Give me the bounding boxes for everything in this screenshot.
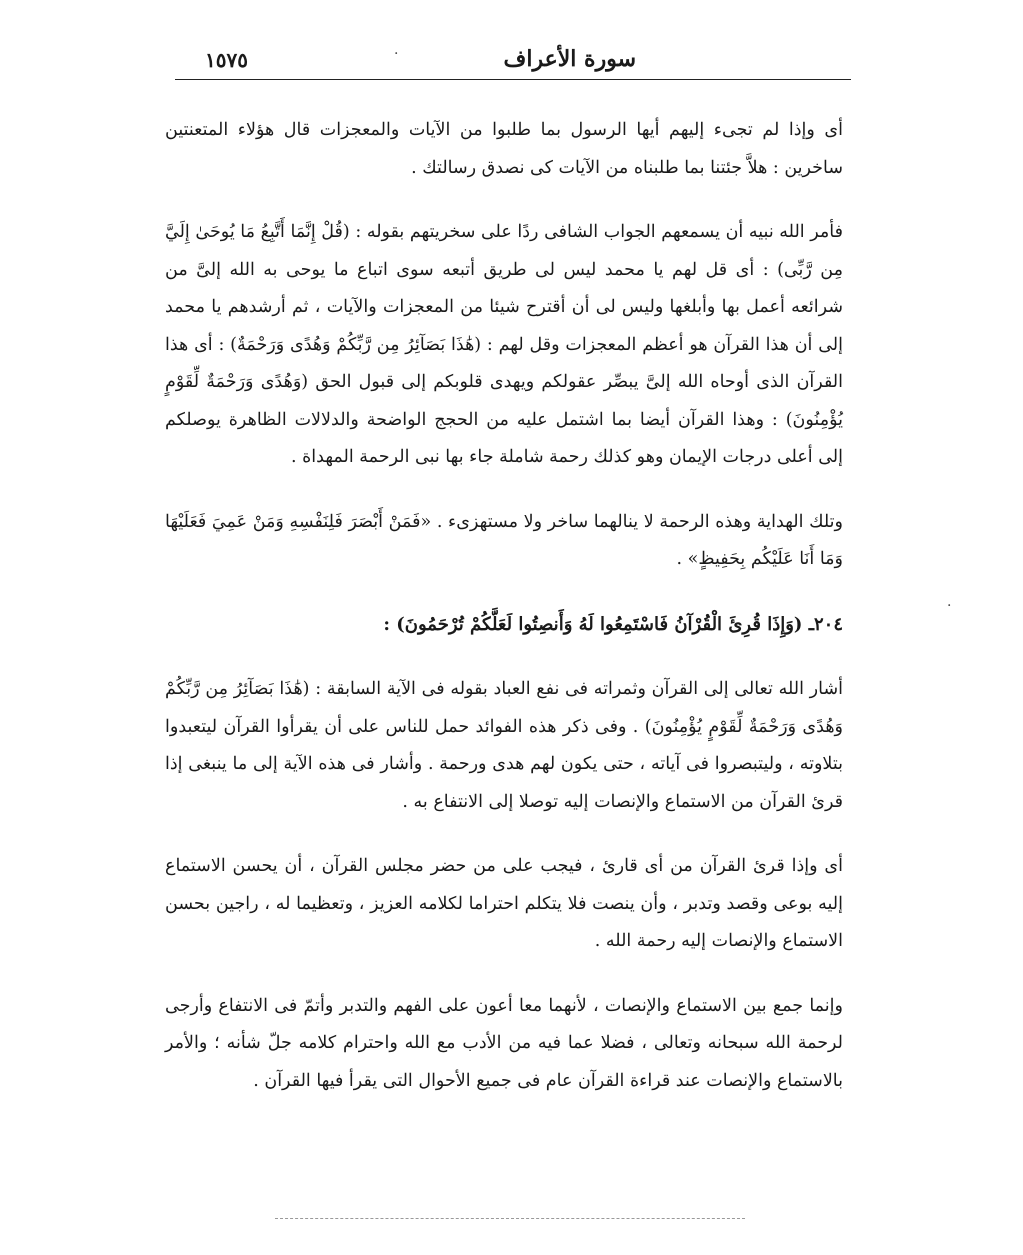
surah-title: سورة الأعراف <box>503 46 636 72</box>
paragraph-5: أى وإذا قرئ القرآن من أى قارئ ، فيجب على من حضر مجلس القرآن ، أن يحسن الاستماع إليه بوعى وقصد وتدبر ، وأن ينصت فلا يتكلم احتراما لكلامه العزيز ، وتعظيما له ، راجين بحسن الاستماع والإنصات إليه رحمة الله . <box>165 856 843 951</box>
paragraph-1: أى وإذا لم تجىء إليهم أيها الرسول بما طلبوا من الآيات والمعجزات قال هؤلاء المتعنتين ساخرين : هلاَّ جئتنا بما طلبناه من الآيات كى نصدق رسالتك . <box>165 120 843 178</box>
scan-dot-mark: · <box>394 46 399 62</box>
footer-rule <box>275 1218 745 1219</box>
paragraph-4: أشار الله تعالى إلى القرآن وثمراته فى نفع العباد بقوله فى الآية السابقة : (هَٰذَا بَصَآئِرُ مِن رَّبِّكُمْ وَهُدًى وَرَحْمَةٌ لِّقَوْمٍ يُؤْمِنُونَ) . وفى ذكر هذه الفوائد حمل للناس على أن يقرأوا القرآن ليتعبدوا بتلاوته ، وليتبصروا فى آياته ، حتى يكون لهم هدى ورحمة . وأشار فى هذه الآية إلى ما ينبغى إذا قرئ القرآن من الاستماع والإنصات إليه توصلا إلى الانتفاع به . <box>165 679 843 812</box>
header-rule <box>175 79 851 80</box>
page-header <box>175 40 851 80</box>
page-number: ١٥٧٥ <box>205 48 248 72</box>
verse-heading: ٢٠٤ـ (وَإِذَا قُرِئَ الْقُرْآنُ فَاسْتَمِعُوا لَهُ وَأَنصِتُوا لَعَلَّكُمْ تُرْحَمُونَ) : <box>383 613 843 635</box>
page-body <box>165 112 843 1127</box>
paragraph-6: وإنما جمع بين الاستماع والإنصات ، لأنهما معا أعون على الفهم والتدبر وأتمّ فى الانتفاع وأرجى لرحمة الله سبحانه وتعالى ، فضلا عما فيه من الأدب مع الله واحترام كلامه جلّ شأنه ؛ والأمر بالاستماع والإنصات عند قراءة القرآن عام فى جميع الأحوال التى يقرأ فيها القرآن . <box>165 995 843 1091</box>
paragraph-2: فأمر الله نبيه أن يسمعهم الجواب الشافى ردًا على سخريتهم بقوله : (قُلْ إِنَّمَا أَتَّبِعُ مَا يُوحَىٰ إِلَيَّ مِن رَّبِّى) : أى قل لهم يا محمد ليس لى طريق أتبعه سوى اتباع ما يوحى به الله إلىَّ من شرائعه أعمل بها وأبلغها وليس لى أن أقترح شيئا من المعجزات والآيات ، ثم أرشدهم يا محمد إلى أن هذا القرآن هو أعظم المعجزات وقل لهم : (هَٰذَا بَصَآئِرُ مِن رَّبِّكُمْ وَهُدًى وَرَحْمَةٌ) : أى هذا القرآن الذى أوحاه الله إلىَّ يبصِّر عقولكم ويهدى قلوبكم إلى قبول الحق (وَهُدًى وَرَحْمَةٌ لِّقَوْمٍ يُؤْمِنُونَ) : وهذا القرآن أيضا بما اشتمل عليه من الحجج الواضحة والدلالات الظاهرة يوصلكم إلى أعلى درجات الإيمان وهو كذلك رحمة شاملة جاء بها نبى الرحمة المهداة . <box>165 222 843 467</box>
scan-margin-mark: · <box>947 598 952 614</box>
paragraph-3: وتلك الهداية وهذه الرحمة لا ينالهما ساخر ولا مستهزىء . «فَمَنْ أَبْصَرَ فَلِنَفْسِهِ وَمَنْ عَمِيَ فَعَلَيْهَا وَمَا أَنَا عَلَيْكُم بِحَفِيظٍ» . <box>165 511 843 569</box>
